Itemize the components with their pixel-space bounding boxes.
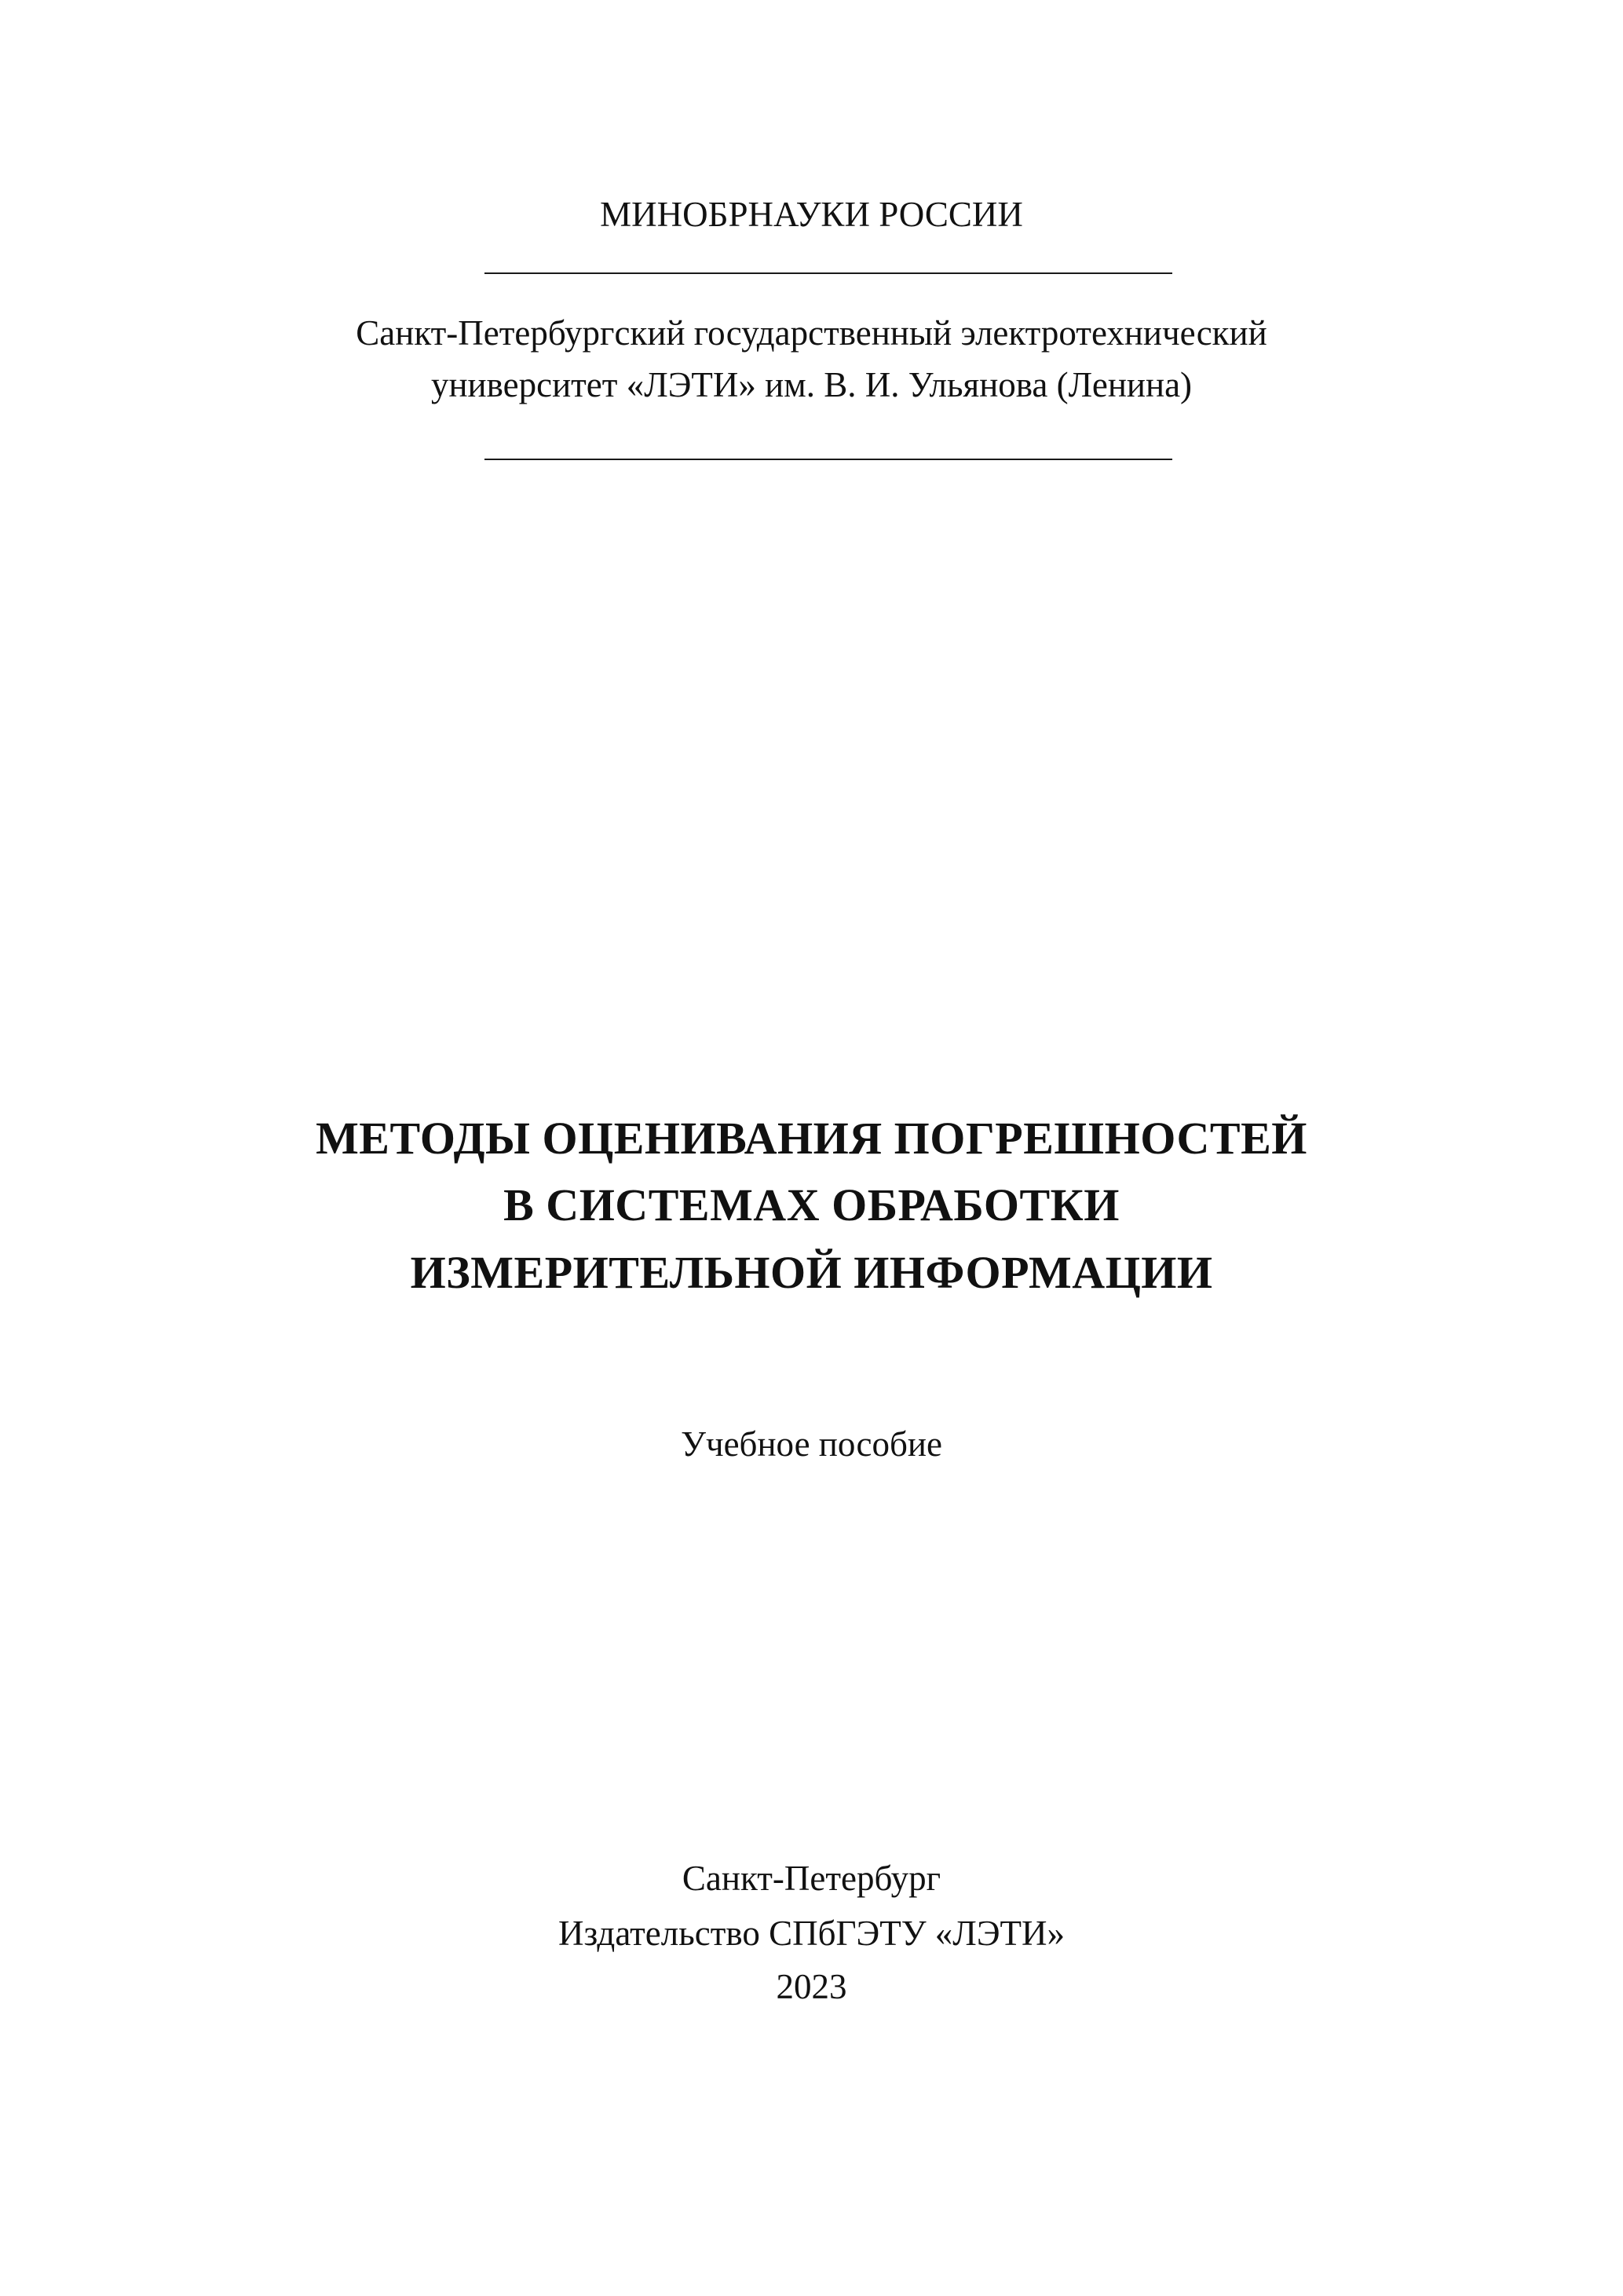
- header-divider-bottom: [484, 459, 1172, 460]
- imprint-city: Санкт-Петербург: [682, 1859, 941, 1898]
- book-title-line3: ИЗМЕРИТЕЛЬНОЙ ИНФОРМАЦИИ: [410, 1247, 1213, 1298]
- book-title-line2: В СИСТЕМАХ ОБРАБОТКИ: [503, 1179, 1120, 1230]
- ministry-name: МИНОБРНАУКИ РОССИИ: [600, 195, 1023, 234]
- imprint-publisher: Издательство СПбГЭТУ «ЛЭТИ»: [557, 1914, 1066, 1953]
- university-name-line1: Санкт-Петербургский государственный электротехнический: [356, 313, 1267, 353]
- book-type-subtitle: Учебное пособие: [681, 1424, 942, 1464]
- imprint-year: 2023: [776, 1967, 847, 2006]
- header-divider-top: [484, 272, 1172, 274]
- book-title-line1: МЕТОДЫ ОЦЕНИВАНИЯ ПОГРЕШНОСТЕЙ: [316, 1113, 1307, 1164]
- university-name-line2: университет «ЛЭТИ» им. В. И. Ульянова (Ленина): [430, 365, 1193, 404]
